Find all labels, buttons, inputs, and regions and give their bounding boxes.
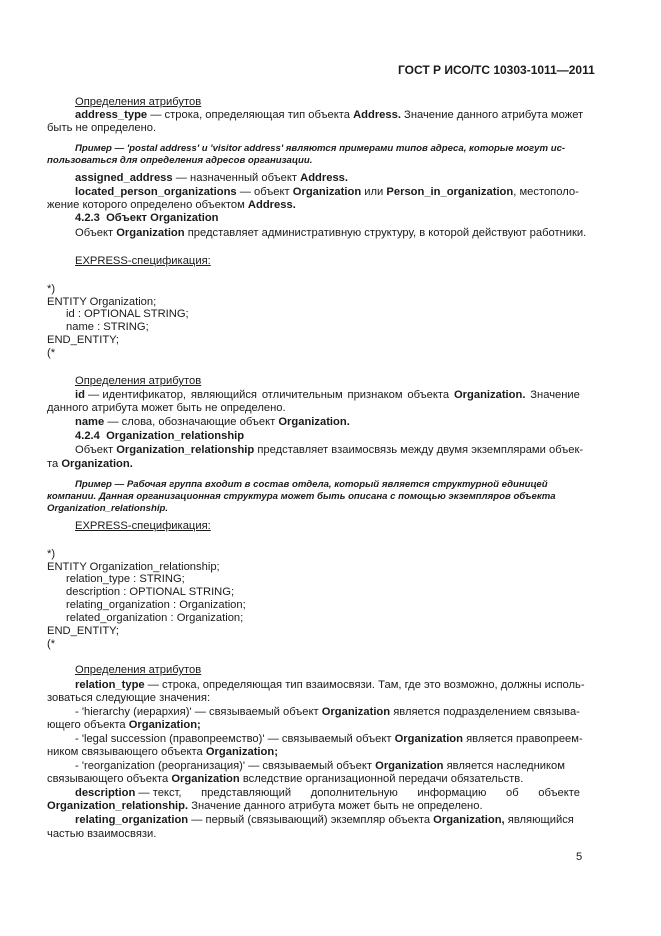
list-item: - 'hierarchy (иерархия)' — связываемый объект Organization является подразделением связыва- — [75, 706, 580, 718]
list-item-cont: ником связывающего объекта Organization; — [47, 746, 278, 758]
located-person-organizations-definition: located_person_organizations — объект Organization или Person_in_organization, местополо- — [75, 186, 579, 198]
assigned-address-definition: assigned_address — назначенный объект Address. — [75, 172, 349, 184]
description-definition: description — текст, представляющий дополнительную информацию об объекте — [75, 787, 580, 799]
express-spec-label: EXPRESS-спецификация: — [75, 255, 211, 267]
relating-organization-cont: частью взаимосвязи. — [47, 828, 157, 840]
code-line: END_ENTITY; — [47, 625, 120, 637]
code-line: END_ENTITY; — [47, 334, 120, 346]
id-definition: id — идентификатор, являющийся отличительным признаком объекта Organization. Значение — [75, 389, 580, 401]
address-type-definition-cont: быть не определено. — [47, 122, 157, 134]
list-item-cont: связывающего объекта Organization вследствие организационной передачи обязательств. — [47, 773, 524, 785]
example-note-cont: пользоваться для определения адресов организации. — [47, 155, 313, 166]
code-line: id : OPTIONAL STRING; — [66, 308, 189, 320]
code-line: *) — [47, 548, 56, 560]
document-header: ГОСТ Р ИСО/ТС 10303-1011—2011 — [398, 63, 595, 77]
section-4-2-3-body: Объект Organization представляет административную структуру, в которой действуют работники. — [75, 227, 587, 239]
example-note-cont: компании. Данная организационная структура может быть описана с помощью экземпляров объекта — [47, 491, 556, 502]
attribute-definitions-heading: Определения атрибутов — [75, 96, 202, 108]
address-type-definition: address_type — строка, определяющая тип объекта Address. Значение данного атрибута может — [75, 109, 584, 121]
section-4-2-4-body-cont: та Organization. — [47, 458, 133, 470]
relating-organization-definition: relating_organization — первый (связывающий) экземпляр объекта Organization, являющийся — [75, 814, 574, 826]
located-person-organizations-cont: жение которого определено объектом Address. — [47, 199, 296, 211]
section-4-2-4-heading: 4.2.4 Organization_relationship — [75, 430, 245, 442]
code-line: *) — [47, 283, 56, 295]
list-item: - 'reorganization (реорганизация)' — связываемый объект Organization является наследником — [75, 760, 565, 772]
code-line: ENTITY Organization; — [47, 296, 157, 308]
name-definition: name — слова, обозначающие объект Organization. — [75, 416, 350, 428]
section-4-2-3-heading: 4.2.3 Объект Organization — [75, 212, 219, 224]
list-item-cont: ющего объекта Organization; — [47, 719, 201, 731]
attribute-definitions-heading: Определения атрибутов — [75, 664, 202, 676]
code-line: (* — [47, 347, 56, 359]
code-line: relating_organization : Organization; — [66, 599, 246, 611]
code-line: relation_type : STRING; — [66, 573, 185, 585]
id-definition-cont: данного атрибута может быть не определено. — [47, 402, 286, 414]
example-note: Пример — Рабочая группа входит в состав отдела, который является структурной единицей — [75, 479, 548, 490]
attribute-definitions-heading: Определения атрибутов — [75, 375, 202, 387]
express-spec-label: EXPRESS-спецификация: — [75, 520, 211, 532]
list-item: - 'legal succession (правопреемство)' — связываемый объект Organization является правопреем- — [75, 733, 583, 745]
example-note-cont: Organization_relationship. — [47, 503, 169, 514]
page-number: 5 — [576, 851, 583, 863]
description-definition-cont: Organization_relationship. Значение данного атрибута может быть не определено. — [47, 800, 483, 812]
code-line: (* — [47, 638, 56, 650]
relation-type-definition: relation_type — строка, определяющая тип взаимосвязи. Там, где это возможно, должны исполь- — [75, 679, 585, 691]
code-line: ENTITY Organization_relationship; — [47, 561, 220, 573]
code-line: name : STRING; — [66, 321, 149, 333]
section-4-2-4-body: Объект Organization_relationship представляет взаимосвязь между двумя экземплярами объек- — [75, 444, 584, 456]
example-note: Пример — 'postal address' и 'visitor address' являются примерами типов адреса, которые могут ис- — [75, 143, 566, 154]
relation-type-definition-cont: зоваться следующие значения: — [47, 692, 211, 704]
code-line: description : OPTIONAL STRING; — [66, 586, 235, 598]
code-line: related_organization : Organization; — [66, 612, 244, 624]
